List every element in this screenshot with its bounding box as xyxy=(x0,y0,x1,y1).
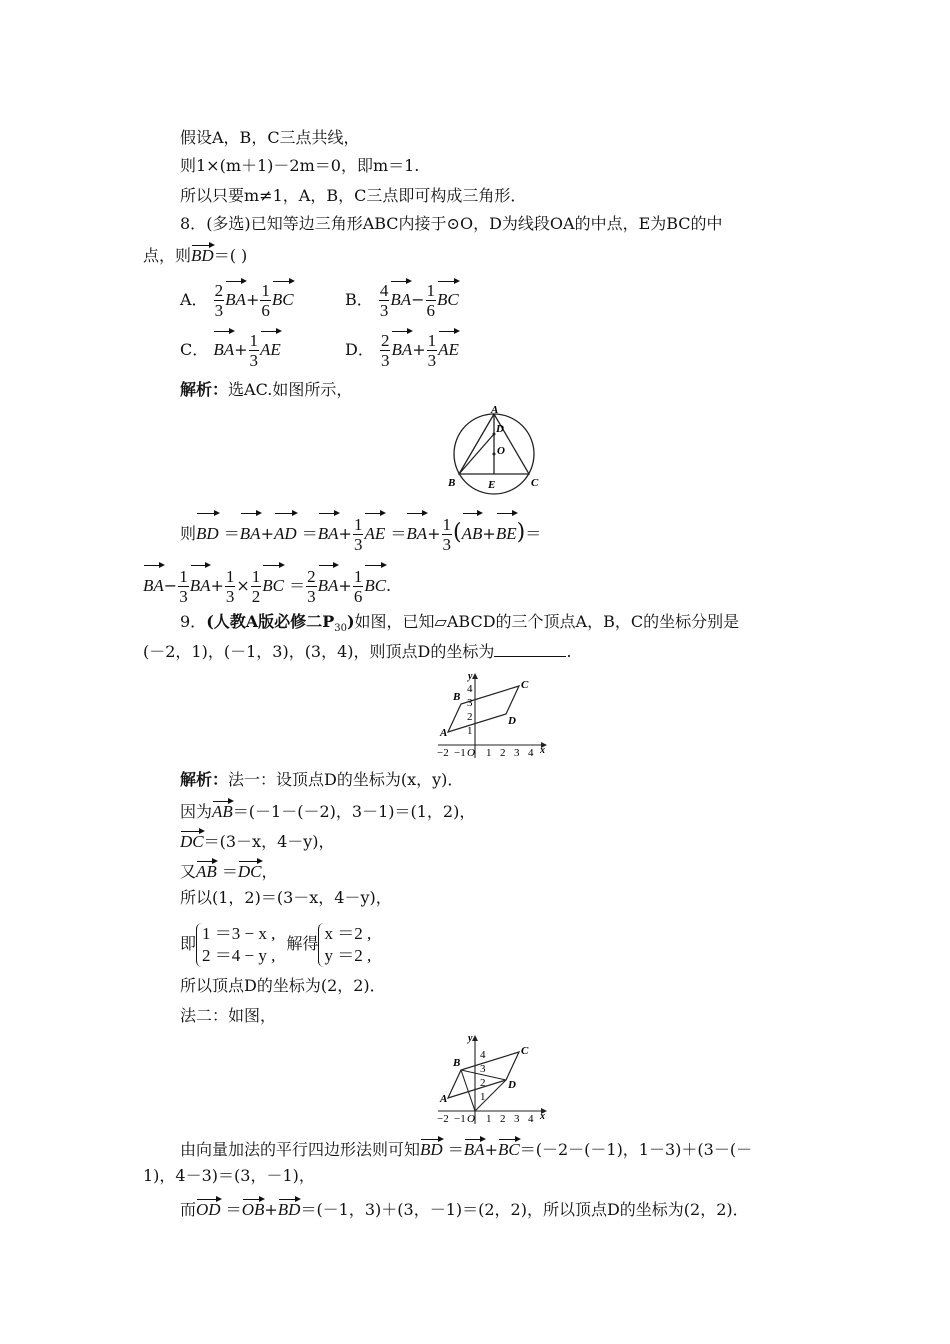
fraction: $\frac{1}{3}$ xyxy=(249,331,259,370)
vector-ba: BA xyxy=(240,510,261,554)
vector-dc: DC xyxy=(180,828,204,852)
figure-label: 1 xyxy=(467,725,473,737)
figure-label: 2 xyxy=(480,1077,486,1089)
text-line: 假设A，B，C三点共线， xyxy=(180,128,360,147)
figure-label: x xyxy=(540,745,545,756)
figure-label: −2 xyxy=(437,1113,449,1125)
answer-8-eq1: 则BD ＝BA+AD ＝BA+ $\frac{1}{3}$ AE ＝BA+ $\frac{1}{3}$ (AB+BE)＝ xyxy=(180,510,541,554)
fraction: $\frac{1}{3}$ xyxy=(225,567,235,606)
vector-ob: OB xyxy=(242,1196,265,1220)
label-c: C xyxy=(531,477,539,489)
answer-9-m6: 即1 ＝3 − x , 2 ＝4 − y , 解得x ＝2 , y ＝2 , xyxy=(180,923,372,965)
vector-ba: BA xyxy=(464,1136,485,1160)
fraction: $\frac{1}{2}$ xyxy=(251,567,261,606)
question-8-stem: 8．(多选)已知等边三角形ABC内接于⊙O，D为线段OA的中点，E为BC的中 xyxy=(180,214,723,233)
label-a: A xyxy=(491,404,499,416)
answer-9-m5: 所以(1，2)＝(3－x，4－y)， xyxy=(180,888,392,907)
figure-label: −1 xyxy=(454,1113,466,1125)
figure-label: B xyxy=(453,1057,461,1069)
fraction: $\frac{2}{3}$ xyxy=(380,331,390,370)
label-e: E xyxy=(488,479,496,491)
vector-be: BE xyxy=(496,510,517,554)
vector-ba: BA xyxy=(190,562,211,606)
option-a: A． $\frac{2}{3}$ BA+ $\frac{1}{6}$ BC xyxy=(180,278,294,319)
vector-ba: BA xyxy=(213,328,234,368)
fraction: $\frac{1}{6}$ xyxy=(353,567,363,606)
vector-bc: BC xyxy=(262,562,284,606)
figure-label: B xyxy=(453,691,461,703)
figure-label: y xyxy=(468,1033,473,1044)
figure-label: 3 xyxy=(514,1113,520,1125)
figure-label: 2 xyxy=(500,1113,506,1125)
vector-dc: DC xyxy=(238,858,262,882)
question-8-stem-2: 点，则BD＝( ) xyxy=(143,242,247,266)
fraction: $\frac{1}{3}$ xyxy=(353,515,363,554)
answer-9-m11: 而OD ＝OB+BD＝(－1，3)＋(3，－1)＝(2，2)，所以顶点D的坐标为(2，2)． xyxy=(180,1196,749,1220)
vector-bd: BD xyxy=(196,510,219,554)
circle-triangle-figure xyxy=(440,402,548,498)
vector-ba: BA xyxy=(318,510,339,554)
fraction: $\frac{4}{3}$ xyxy=(379,281,389,320)
figure-label: 4 xyxy=(480,1049,486,1061)
figure-label: C xyxy=(521,679,529,691)
figure-label: 2 xyxy=(467,711,473,723)
figure-label: 2 xyxy=(500,747,506,759)
option-b: B． $\frac{4}{3}$ BA− $\frac{1}{6}$ BC xyxy=(345,278,459,319)
figure-label: A xyxy=(440,727,448,739)
parallelogram-figure-1 xyxy=(432,670,552,760)
fraction: $\frac{2}{3}$ xyxy=(307,567,316,606)
vector-bc: BC xyxy=(498,1136,520,1160)
vector-ba: BA xyxy=(318,562,339,606)
question-9-stem-2: (－2，1)，(－1，3)，(3，4)，则顶点D的坐标为 . xyxy=(143,642,572,661)
figure-label: O xyxy=(467,747,475,759)
vector-bc: BC xyxy=(437,278,459,318)
figure-label: 3 xyxy=(480,1063,486,1075)
answer-8-eq2: BA− $\frac{1}{3}$ BA+ $\frac{1}{3}$ × $\frac{1}{2}$ BC ＝ $\frac{2}{3}$ BA+ $\frac{1}{6}$ BC. xyxy=(143,562,391,606)
vector-bd: BD xyxy=(191,242,214,266)
vector-ab: AB xyxy=(462,510,483,554)
parallelogram-figure-2 xyxy=(432,1032,552,1126)
figure-label: y xyxy=(468,671,473,682)
figure-label: 4 xyxy=(528,1113,534,1125)
vector-ba: BA xyxy=(390,278,411,318)
vector-ae: AE xyxy=(438,328,459,368)
vector-ab: AB xyxy=(212,798,233,822)
figure-label: 3 xyxy=(467,697,473,709)
vector-ae: AE xyxy=(364,510,385,554)
figure-label: 1 xyxy=(486,747,492,759)
answer-9-m4: 又AB ＝DC， xyxy=(180,858,278,882)
vector-ad: AD xyxy=(274,510,297,554)
figure-label: A xyxy=(440,1093,448,1105)
fraction: $\frac{1}{3}$ xyxy=(442,515,452,554)
figure-label: 3 xyxy=(514,747,520,759)
label-b: B xyxy=(448,477,456,489)
option-d: D． $\frac{2}{3}$ BA+ $\frac{1}{3}$ AE xyxy=(345,328,459,369)
vector-ab: AB xyxy=(196,858,217,882)
vector-bc: BC xyxy=(364,562,386,606)
answer-9-m9: 由向量加法的平行四边形法则可知BD ＝BA+BC＝(－2－(－1)，1－3)＋(3－(－ xyxy=(180,1136,752,1160)
figure-label: D xyxy=(508,715,516,727)
answer-9-m2: 因为AB＝(－1－(－2)，3－1)＝(1，2)， xyxy=(180,798,475,822)
vector-bd: BD xyxy=(278,1196,301,1220)
answer-9-m8: 法二：如图， xyxy=(180,1006,277,1025)
fraction: $\frac{1}{3}$ xyxy=(427,331,437,370)
figure-label: C xyxy=(521,1045,529,1057)
figure-label: 4 xyxy=(528,747,534,759)
text-line: 则1×(m＋1)－2m＝0，即m＝1. xyxy=(180,156,420,175)
label-d: D xyxy=(496,423,504,435)
vector-ba: BA xyxy=(391,328,412,368)
fraction: $\frac{1}{3}$ xyxy=(179,567,188,606)
fraction: $\frac{1}{6}$ xyxy=(261,281,270,320)
figure-label: 1 xyxy=(480,1091,486,1103)
fraction: $\frac{2}{3}$ xyxy=(214,281,224,320)
fraction: $\frac{1}{6}$ xyxy=(426,281,436,320)
figure-label: 1 xyxy=(486,1113,492,1125)
question-9-stem: 9．(人教A版必修二$P_{30}$)如图，已知▱ABCD的三个顶点A，B，C的坐标分别是 xyxy=(180,612,740,635)
figure-label: −1 xyxy=(454,747,466,759)
vector-ba: BA xyxy=(225,278,246,318)
answer-9-m7: 所以顶点D的坐标为(2，2)． xyxy=(180,976,386,995)
figure-label: D xyxy=(508,1079,516,1091)
label-o: O xyxy=(497,445,505,457)
text-line: 所以只要m≠1，A，B，C三点即可构成三角形． xyxy=(180,186,527,205)
figure-label: x xyxy=(540,1111,545,1122)
vector-od: OD xyxy=(196,1196,221,1220)
option-c: C． BA+ $\frac{1}{3}$ AE xyxy=(180,328,281,369)
answer-blank[interactable] xyxy=(494,642,566,657)
figure-label: O xyxy=(467,1113,475,1125)
figure-label: 4 xyxy=(467,683,473,695)
answer-8-intro: 解析：选AC.如图所示， xyxy=(180,380,353,399)
vector-bd: BD xyxy=(420,1136,443,1160)
figure-label: −2 xyxy=(437,747,449,759)
vector-bc: BC xyxy=(272,278,294,318)
vector-ae: AE xyxy=(260,328,281,368)
vector-ba: BA xyxy=(406,510,427,554)
vector-ba: BA xyxy=(143,562,164,606)
answer-9-m1: 解析：法一：设顶点D的坐标为(x，y)． xyxy=(180,770,464,789)
answer-9-m3: DC＝(3－x，4－y)， xyxy=(180,828,335,852)
answer-9-m10: 1)，4－3)＝(3，－1)， xyxy=(143,1166,315,1185)
